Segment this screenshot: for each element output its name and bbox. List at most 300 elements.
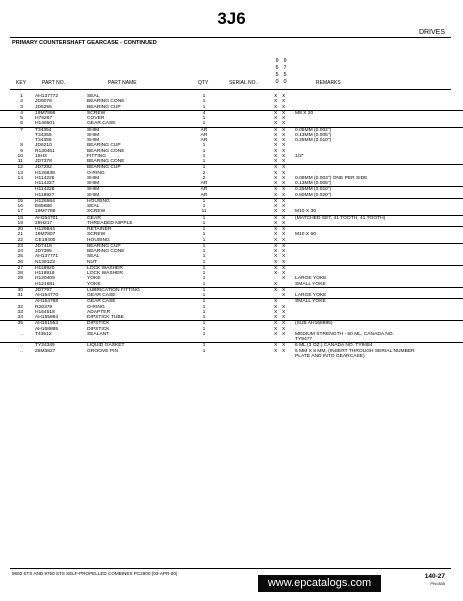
- model-9750-mark: X: [282, 343, 286, 349]
- model-9750-mark: X: [282, 215, 286, 221]
- model-digit: 9: [283, 58, 287, 64]
- quantity: 1: [202, 116, 206, 121]
- part-name: O-RING: [87, 304, 105, 310]
- part-number: H146501: [35, 121, 55, 127]
- key-number: 21: [17, 232, 23, 238]
- model-9650-mark: X: [274, 315, 278, 320]
- remarks: 0.13MM (0.005"): [295, 181, 332, 186]
- part-name: FITTING: [87, 153, 107, 159]
- key-number: 12: [17, 165, 23, 171]
- header-key: KEY: [16, 80, 27, 86]
- model-9750-mark: X: [282, 127, 286, 133]
- key-number: 16: [17, 204, 23, 209]
- quantity: 1: [202, 287, 206, 293]
- model-9650-mark: X: [274, 148, 278, 154]
- model-9750-mark: X: [282, 265, 286, 271]
- quantity: 1: [202, 254, 206, 260]
- quantity: 1: [202, 271, 206, 276]
- part-number: 19M7866: [35, 110, 56, 116]
- part-name: YOKE: [87, 276, 101, 282]
- key-number: 23: [17, 243, 23, 249]
- remarks: 0.13MM (0.005"): [295, 132, 332, 138]
- part-number: H121681: [35, 281, 55, 287]
- model-9750-mark: X: [282, 259, 286, 265]
- model-digit: 6: [275, 65, 279, 71]
- quantity: 1: [202, 343, 206, 349]
- model-9750-mark: X: [282, 181, 286, 186]
- quantity: 1: [202, 243, 206, 249]
- part-name: SCREW: [87, 232, 106, 238]
- header-serial: SERIAL NO.: [229, 80, 257, 86]
- top-rule: [10, 37, 451, 38]
- model-9750-mark: X: [282, 326, 286, 332]
- header-remarks: REMARKS: [316, 80, 341, 86]
- model-9750-mark: X: [282, 271, 286, 276]
- model-9750-mark: X: [282, 198, 286, 204]
- part-number: H114227: [35, 181, 55, 186]
- model-9750-mark: X: [282, 110, 286, 116]
- model-9650-mark: X: [274, 281, 278, 287]
- model-9750-mark: X: [282, 148, 286, 154]
- model-9750-mark: X: [282, 304, 286, 310]
- part-name: LIQUID GASKET: [87, 343, 125, 349]
- part-number: JD7378: [35, 159, 52, 164]
- part-number: AH155864: [35, 315, 59, 320]
- part-number: JD7797: [35, 287, 52, 293]
- model-9650-mark: X: [274, 209, 278, 215]
- key-number: 18: [17, 215, 23, 221]
- part-number: JD7292: [35, 165, 52, 171]
- part-number: JD7418: [35, 243, 52, 249]
- part-number: AH137772: [35, 94, 59, 99]
- part-name: SHIM: [87, 187, 100, 193]
- remarks: PLATE AND INTO GEARCASE): [295, 353, 365, 359]
- part-name: DIPSTICK TUBE: [87, 315, 124, 320]
- model-column-9650: [274, 58, 280, 86]
- part-number: CE19400: [35, 237, 56, 243]
- model-9650-mark: X: [274, 249, 278, 254]
- quantity: 1: [202, 299, 206, 305]
- model-9750-mark: X: [282, 309, 286, 315]
- quantity: 1: [202, 309, 206, 315]
- quantity: 1: [202, 94, 206, 99]
- part-name: DIPSTICK: [87, 321, 110, 327]
- model-9650-mark: X: [274, 227, 278, 232]
- part-number: H114228: [35, 187, 55, 193]
- part-number: H75267: [35, 116, 53, 121]
- key-number: 17: [17, 209, 23, 215]
- part-number: H126838: [35, 170, 55, 176]
- quantity: 1: [202, 121, 206, 127]
- quantity: 1: [202, 232, 206, 238]
- remarks: LARGE YOKE: [295, 293, 327, 298]
- part-name: BEARING CONE: [87, 99, 125, 105]
- model-9650-mark: X: [274, 259, 278, 265]
- key-number: 3: [20, 104, 23, 110]
- model-9750-mark: X: [282, 132, 286, 138]
- remarks: SMALL YOKE: [295, 281, 326, 287]
- part-name: SEAL: [87, 254, 100, 260]
- key-number: ..: [20, 331, 23, 337]
- quantity: 2: [202, 170, 206, 176]
- part-name: LOCK WASHER: [87, 265, 123, 271]
- quantity: 1: [202, 321, 206, 327]
- remarks: 0.25MM (0.010"): [295, 138, 332, 143]
- part-number: E65686: [35, 204, 52, 209]
- part-name: BEARING CUP: [87, 165, 121, 171]
- part-name: DIPSTICK: [87, 326, 110, 332]
- quantity: AR: [200, 181, 208, 186]
- part-name: ADAPTER: [87, 309, 111, 315]
- model-9650-mark: X: [274, 304, 278, 310]
- key-number: 25: [17, 254, 23, 260]
- quantity: 1: [202, 276, 206, 282]
- model-9650-mark: X: [274, 159, 278, 164]
- key-number: 8: [20, 143, 23, 149]
- model-9750-mark: X: [282, 94, 286, 99]
- model-9650-mark: X: [274, 121, 278, 127]
- model-9750-mark: X: [282, 227, 286, 232]
- model-9650-mark: X: [274, 265, 278, 271]
- part-name: SHIM: [87, 181, 100, 186]
- part-name: BEARING CUP: [87, 243, 121, 249]
- model-9750-mark: X: [282, 153, 286, 159]
- model-9650-mark: X: [274, 132, 278, 138]
- key-number: ..: [20, 343, 23, 349]
- part-name: LOCK WASHER: [87, 271, 123, 276]
- key-number: 20: [17, 227, 23, 232]
- key-number: 15: [17, 198, 23, 204]
- quantity: AR: [200, 127, 208, 133]
- model-9650-mark: X: [274, 104, 278, 110]
- model-digit: 0: [275, 79, 279, 85]
- part-number: H118920: [35, 265, 55, 271]
- header-qty: QTY: [198, 80, 209, 86]
- part-name: BEARING CUP: [87, 104, 121, 110]
- quantity: 4: [202, 110, 206, 116]
- key-number: 9: [20, 148, 23, 154]
- model-9750-mark: X: [282, 331, 286, 337]
- key-number: 34: [17, 315, 23, 320]
- model-digit: 0: [283, 79, 287, 85]
- part-name: SHIM: [87, 138, 100, 143]
- model-9650-mark: X: [274, 326, 278, 332]
- quantity: AR: [200, 138, 208, 143]
- part-number: 25M3827: [35, 348, 56, 354]
- remarks: 0.50MM (0.020"): [295, 192, 332, 198]
- model-9650-mark: X: [274, 198, 278, 204]
- remarks: 5 MM X 8 MM, (INSERT THROUGH SERIAL NUMBER: [295, 348, 415, 354]
- part-name: YOKE: [87, 281, 101, 287]
- model-9650-mark: X: [274, 175, 278, 181]
- header-part-name: PART NAME: [108, 80, 137, 86]
- model-9650-mark: X: [274, 287, 278, 293]
- model-9650-mark: X: [274, 271, 278, 276]
- model-9750-mark: X: [282, 209, 286, 215]
- remarks: 6 ML (3 OZ.) CANADA NO. TY9484: [295, 343, 373, 349]
- model-9750-mark: X: [282, 237, 286, 243]
- part-number: H126564: [35, 198, 55, 204]
- quantity: 1: [202, 148, 206, 154]
- key-number: 31: [17, 293, 23, 298]
- part-name: GROOVE PIN: [87, 348, 118, 354]
- part-name: SHIM: [87, 192, 100, 198]
- section-tag: DRIVES: [418, 29, 445, 36]
- quantity: 1: [202, 198, 206, 204]
- model-9650-mark: X: [274, 204, 278, 209]
- model-9650-mark: X: [274, 187, 278, 193]
- model-9750-mark: X: [282, 175, 286, 181]
- quantity: 1: [202, 265, 206, 271]
- model-9650-mark: X: [274, 309, 278, 315]
- part-name: SHIM: [87, 175, 100, 181]
- part-number: AH154701: [35, 215, 59, 221]
- model-column-9750: [282, 58, 288, 86]
- part-number: 29H217: [35, 220, 53, 226]
- key-number: 6: [20, 121, 23, 127]
- quantity: 1: [202, 237, 206, 243]
- key-number: 28: [17, 271, 23, 276]
- quantity: 1: [202, 293, 206, 298]
- quantity: 11: [201, 209, 207, 215]
- model-9750-mark: X: [282, 254, 286, 260]
- model-digit: 5: [283, 72, 287, 78]
- remarks: 0.08MM (0.003") ONE PER SIDE: [295, 175, 368, 181]
- quantity: 1: [202, 326, 206, 332]
- model-9750-mark: X: [282, 143, 286, 149]
- quantity: 1: [202, 215, 206, 221]
- remarks: (MATCHED SET, 41 TOOTH, 41 TOOTH): [295, 215, 386, 221]
- model-9750-mark: X: [282, 220, 286, 226]
- quantity: 1: [202, 249, 206, 254]
- part-name: SCREW: [87, 209, 106, 215]
- quantity: 1: [202, 304, 206, 310]
- model-9650-mark: X: [274, 348, 278, 354]
- part-name: GEAR CASE: [87, 293, 116, 298]
- model-9650-mark: X: [274, 232, 278, 238]
- quantity: 1: [202, 153, 206, 159]
- model-9750-mark: X: [282, 192, 286, 198]
- part-name: RETAINER: [87, 227, 112, 232]
- part-number: AH154770: [35, 293, 59, 298]
- model-9650-mark: X: [274, 110, 278, 116]
- part-name: SHIM: [87, 132, 100, 138]
- part-number: 15H3: [35, 153, 47, 159]
- quantity: 1: [202, 99, 206, 105]
- part-number: R26379: [35, 304, 53, 310]
- key-number: 14: [17, 175, 23, 181]
- part-number: JD6210: [35, 143, 52, 149]
- key-number: 22: [17, 237, 23, 243]
- remarks: 1/2": [295, 153, 304, 159]
- model-9750-mark: X: [282, 321, 286, 327]
- model-9750-mark: X: [282, 249, 286, 254]
- key-number: 5: [20, 116, 23, 121]
- part-number: T43512: [35, 331, 52, 337]
- quantity: 1: [202, 104, 206, 110]
- model-9650-mark: X: [274, 127, 278, 133]
- part-number: AH154768: [35, 299, 59, 305]
- key-number: 24: [17, 249, 23, 254]
- part-name: NUT: [87, 259, 98, 265]
- part-number: H118927: [35, 192, 55, 198]
- model-digit: 5: [275, 72, 279, 78]
- footer-publication: 9650 STS AND 9750 STS SELF-PROPELLED COMBINES PC2900 (03-APR-00): [12, 571, 178, 576]
- model-9650-mark: X: [274, 116, 278, 121]
- parts-table: [0, 94, 463, 359]
- part-name: HOUSING: [87, 198, 110, 204]
- part-number: AH137771: [35, 254, 59, 260]
- model-9750-mark: X: [282, 170, 286, 176]
- model-9650-mark: X: [274, 243, 278, 249]
- key-number: 32: [17, 304, 23, 310]
- quantity: 1: [202, 204, 206, 209]
- bottom-rule: [10, 568, 451, 569]
- part-name: BEARING CONE: [87, 249, 125, 254]
- part-number: R130461: [35, 148, 55, 154]
- quantity: AR: [200, 187, 208, 193]
- key-number: ..: [20, 348, 23, 354]
- model-9750-mark: X: [282, 232, 286, 238]
- model-9650-mark: X: [274, 237, 278, 243]
- key-number: 35: [17, 321, 23, 327]
- model-9650-mark: X: [274, 331, 278, 337]
- key-number: 26: [17, 259, 23, 265]
- key-number: 11: [17, 159, 23, 164]
- key-number: 29: [17, 276, 23, 282]
- part-number: JD6255: [35, 104, 52, 110]
- model-9650-mark: X: [274, 94, 278, 99]
- key-number: 1: [20, 94, 23, 99]
- model-9650-mark: X: [274, 181, 278, 186]
- part-number: H120409: [35, 276, 55, 282]
- page-title: 3J6: [217, 9, 246, 28]
- model-9750-mark: X: [282, 204, 286, 209]
- model-9650-mark: X: [274, 153, 278, 159]
- part-name: SEALANT: [87, 331, 110, 337]
- model-9750-mark: X: [282, 121, 286, 127]
- part-name: COVER: [87, 116, 105, 121]
- model-9650-mark: X: [274, 170, 278, 176]
- model-9650-mark: X: [274, 254, 278, 260]
- part-name: THREADED NIPPLE: [87, 220, 133, 226]
- part-name: GEAR CASE: [87, 299, 116, 305]
- quantity: 1: [202, 281, 206, 287]
- part-name: LUBRICATION FITTING: [87, 287, 140, 293]
- header-rule: [10, 89, 451, 90]
- model-9650-mark: X: [274, 143, 278, 149]
- part-number: T34356: [35, 138, 52, 143]
- model-9650-mark: X: [274, 343, 278, 349]
- remarks: LARGE YOKE: [295, 276, 327, 282]
- footer-code: PN=835: [430, 581, 445, 586]
- model-9750-mark: X: [282, 99, 286, 105]
- part-name: GEAR CASE: [87, 121, 116, 127]
- quantity: 1: [202, 165, 206, 171]
- header-part-no: PART NO.: [42, 80, 66, 86]
- remarks: (SUB AH168885): [295, 321, 333, 327]
- key-number: 2: [20, 99, 23, 105]
- key-number: 10: [17, 153, 23, 159]
- part-name: BEARING CONE: [87, 148, 125, 154]
- model-9750-mark: X: [282, 104, 286, 110]
- part-number: TY24345: [35, 343, 55, 349]
- remarks: MEDIUM STRENGTH - 50 ML, CANADA NO.: [295, 331, 394, 337]
- quantity: 2: [202, 175, 206, 181]
- model-9750-mark: X: [282, 315, 286, 320]
- model-digit: 9: [275, 58, 279, 64]
- model-9650-mark: X: [274, 165, 278, 171]
- key-number: 33: [17, 309, 23, 315]
- quantity: 1: [202, 220, 206, 226]
- part-number: AH161553: [35, 321, 59, 327]
- quantity: AR: [200, 132, 208, 138]
- part-name: O-RING: [87, 170, 105, 176]
- subheading: PRIMARY COUNTERSHAFT GEARCASE - CONTINUED: [12, 40, 157, 46]
- model-9750-mark: X: [282, 165, 286, 171]
- model-9750-mark: X: [282, 116, 286, 121]
- model-9650-mark: X: [274, 215, 278, 221]
- key-number: 27: [17, 265, 23, 271]
- key-number: 13: [17, 170, 23, 176]
- part-number: T34355: [35, 132, 52, 138]
- model-9750-mark: X: [282, 276, 286, 282]
- model-9650-mark: X: [274, 299, 278, 305]
- model-9750-mark: X: [282, 348, 286, 354]
- footer-page-number: 140-27: [424, 573, 445, 580]
- part-name: GEAR: [87, 215, 101, 221]
- model-9650-mark: X: [274, 220, 278, 226]
- quantity: 1: [202, 143, 206, 149]
- model-9750-mark: X: [282, 293, 286, 298]
- key-number: 4: [20, 110, 23, 116]
- watermark: www.epcatalogs.com: [258, 575, 381, 592]
- model-9750-mark: X: [282, 138, 286, 143]
- quantity: 1: [202, 259, 206, 265]
- quantity: 1: [202, 348, 206, 354]
- remarks: TY9477: [295, 337, 313, 342]
- part-name: BEARING CUP: [87, 143, 121, 149]
- quantity: 1: [202, 331, 206, 337]
- part-number: JD7395: [35, 249, 52, 254]
- part-name: SHIM: [87, 127, 100, 133]
- part-number: H164518: [35, 309, 55, 315]
- part-number: H118919: [35, 271, 55, 276]
- remarks: M10 X 30: [295, 209, 316, 215]
- part-name: SEAL: [87, 94, 100, 99]
- part-number: H129844: [35, 227, 55, 232]
- model-9750-mark: X: [282, 159, 286, 164]
- model-9650-mark: X: [274, 99, 278, 105]
- model-digit: 7: [283, 65, 287, 71]
- quantity: 1: [202, 315, 206, 320]
- model-9650-mark: X: [274, 138, 278, 143]
- remarks: 0.05MM (0.002"): [295, 127, 332, 133]
- remarks: 0.25MM (0.010"): [295, 187, 332, 193]
- part-number: JD9078: [35, 99, 52, 105]
- part-number: 19M7786: [35, 209, 56, 215]
- part-name: BEARING CONE: [87, 159, 125, 164]
- quantity: 1: [202, 227, 206, 232]
- quantity: AR: [200, 192, 208, 198]
- part-number: 19M7807: [35, 232, 56, 238]
- model-9650-mark: X: [274, 321, 278, 327]
- part-name: SCREW: [87, 110, 106, 116]
- remarks: SMALL YOKE: [295, 299, 326, 305]
- part-name: HOUSING: [87, 237, 110, 243]
- key-number: 30: [17, 287, 23, 293]
- model-9750-mark: X: [282, 287, 286, 293]
